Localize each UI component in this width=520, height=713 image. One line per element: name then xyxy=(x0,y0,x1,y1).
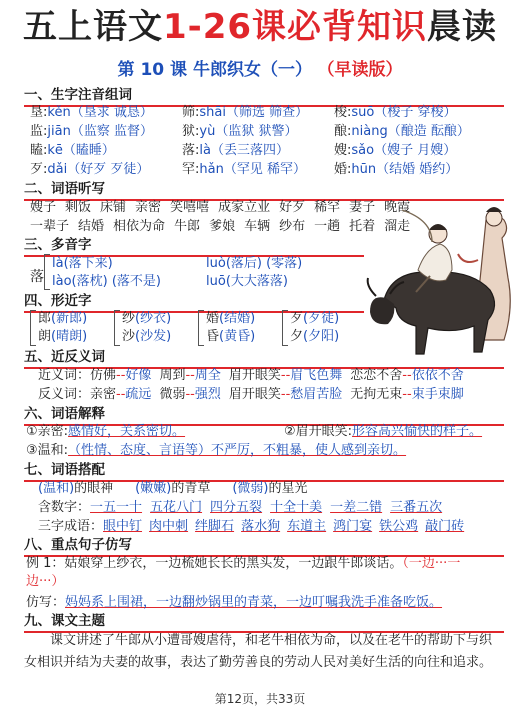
pair-content xyxy=(206,310,255,346)
example-note-cont: 边···） xyxy=(26,574,65,589)
pair-word: (黄昏) xyxy=(219,329,256,344)
collocation-noun: 的青草 xyxy=(171,481,211,496)
idiom: 眼中钉 xyxy=(103,519,143,534)
antonym-pair xyxy=(90,387,151,402)
pinyin-char: 监: xyxy=(30,124,48,139)
vocab-word: 好歹 xyxy=(279,200,306,215)
pinyin-cell xyxy=(30,142,182,160)
pair-line xyxy=(38,310,87,328)
pinyin-cell xyxy=(182,123,334,141)
collocation-item xyxy=(38,481,113,496)
pinyin-cell xyxy=(30,123,182,141)
antonym-b: 束手束脚 xyxy=(411,387,464,402)
theme-paragraph: 课文讲述了牛郎从小遭哥嫂虐待，和老牛相依为命，以及在老牛的帮助下与织女相识并结为夫妻的故事，表达了勤劳善良的劳动人民对美好生活的向往和追求。 xyxy=(24,633,493,670)
title-highlight: 1-26课必背知识 xyxy=(162,7,428,47)
pinyin-reading: hūn xyxy=(351,162,377,177)
synonym-a: 恋恋不舍 xyxy=(350,368,403,383)
pinyin-char: 婚: xyxy=(334,162,352,177)
vocab-word: 剩饭 xyxy=(65,200,92,215)
pinyin-cell xyxy=(30,104,182,122)
synonym-row xyxy=(38,366,472,385)
synonym-pair xyxy=(159,368,220,383)
pinyin-cell xyxy=(30,161,182,179)
idiom: 一五一十 xyxy=(90,500,143,515)
pair-bracket xyxy=(282,310,288,346)
pinyin-char: 嫂: xyxy=(334,143,352,158)
pinyin-cell xyxy=(334,142,494,160)
vocab-word: 爹娘 xyxy=(209,219,236,234)
collocation-adj: (嫩嫩) xyxy=(135,481,172,496)
section-heading-polyphone: 三、多音字 xyxy=(24,236,364,257)
number-idioms-label: 含数字： xyxy=(38,500,91,515)
pair-line xyxy=(290,328,339,346)
imitation-sentence: 仿写：妈妈系上围裙，一边翻炒锅里的青菜，一边叮嘱我洗手准备吃饭。 xyxy=(26,595,443,610)
idiom: 鸿门宴 xyxy=(333,519,373,534)
pinyin-reading: niàng xyxy=(351,124,388,139)
synonym-label: 近义词： xyxy=(38,368,91,383)
synonym-b: 依依不舍 xyxy=(411,368,464,383)
pinyin-reading: jiān xyxy=(47,124,71,139)
pair-word: (结婚) xyxy=(219,311,256,326)
collocation-row xyxy=(38,479,330,498)
section-heading-pinyin: 一、生字注音组词 xyxy=(24,86,504,107)
synonym-a: 仿佛 xyxy=(90,368,117,383)
explain-item-2: ②眉开眼笑:形容高兴愉快的样子。 xyxy=(284,424,483,439)
antonym-a: 眉开眼笑 xyxy=(228,387,281,402)
pair-content xyxy=(122,310,171,346)
vocab-word: 妻子 xyxy=(349,200,376,215)
antonym-label: 反义词： xyxy=(38,387,91,402)
pair-char: 朗 xyxy=(38,329,52,344)
collocation-item xyxy=(232,481,307,496)
pair-char: 歹 xyxy=(290,311,304,326)
antonym-pair xyxy=(350,387,463,402)
section-heading-explanation: 六、词语解释 xyxy=(24,405,504,426)
synonym-pair xyxy=(229,368,342,383)
vocab-word: 纱布 xyxy=(279,219,306,234)
dash: -- xyxy=(402,368,412,383)
idiom: 十全十美 xyxy=(270,500,323,515)
antonym-b: 强烈 xyxy=(194,387,221,402)
pinyin-reading: dǎi xyxy=(47,162,68,177)
pinyin-words: （垦求 诚恳） xyxy=(70,105,153,120)
pair-line xyxy=(290,310,339,328)
idiom: 落水狗 xyxy=(241,519,281,534)
pinyin-words: （结婚 婚约） xyxy=(376,162,459,177)
pinyin-char: 罕: xyxy=(182,162,200,177)
pinyin-row xyxy=(30,161,494,179)
synonym-b: 周全 xyxy=(194,368,221,383)
collocation-adj: (温和) xyxy=(38,481,75,496)
pinyin-reading: kē xyxy=(47,143,63,158)
vocab-word: 嫂子 xyxy=(30,200,57,215)
idiom: 四分五裂 xyxy=(210,500,263,515)
pair-word: (沙发) xyxy=(135,329,172,344)
antonym-a: 微弱 xyxy=(159,387,186,402)
three-idioms-label: 三字成语： xyxy=(38,519,104,534)
herdsman-ox-illustration xyxy=(366,200,516,360)
pinyin-words: （好歹 歹徒） xyxy=(67,162,150,177)
antonym-b: 疏远 xyxy=(125,387,152,402)
pinyin-words: （瞌睡） xyxy=(62,143,115,158)
section-heading-similar-chars: 四、形近字 xyxy=(24,292,364,313)
vocab-word: 托着 xyxy=(349,219,376,234)
idiom: 肉中刺 xyxy=(149,519,189,534)
antonym-row xyxy=(38,385,472,404)
pair-char: 夕 xyxy=(290,329,304,344)
vocab-word: 床铺 xyxy=(100,200,127,215)
pair-word: (晴朗) xyxy=(51,329,88,344)
vocab-word: 一趟 xyxy=(314,219,341,234)
pair-bracket xyxy=(30,310,36,346)
pinyin-cell xyxy=(182,104,334,122)
section-heading-dictation: 二、词语听写 xyxy=(24,180,504,201)
number-idioms-row xyxy=(38,498,450,517)
polyphone-left-2: lào(落枕) (落不是) xyxy=(52,274,161,289)
explain-item-1: ①亲密:感情好，关系密切。 xyxy=(26,424,186,439)
synonym-b: 好像 xyxy=(125,368,152,383)
synonym-b: 眉飞色舞 xyxy=(290,368,343,383)
similar-pair xyxy=(114,310,171,346)
pinyin-reading: kěn xyxy=(47,105,71,120)
pair-word: (纱衣) xyxy=(135,311,172,326)
dash: -- xyxy=(280,387,291,402)
pinyin-words: （嫂子 月嫂） xyxy=(374,143,457,158)
similar-pair xyxy=(198,310,255,346)
pinyin-words: （酿造 酝酿） xyxy=(387,124,470,139)
polyphone-char: 落 xyxy=(30,269,44,285)
pinyin-cell xyxy=(334,123,494,141)
pinyin-char: 筛: xyxy=(182,105,200,120)
synonym-a: 眉开眼笑 xyxy=(228,368,281,383)
polyphone-right-1: luò(落后) (零落) xyxy=(206,256,303,271)
pinyin-reading: yù xyxy=(199,124,216,139)
vocab-word: 一辈子 xyxy=(30,219,70,234)
title-prefix: 五上语文 xyxy=(22,7,163,47)
pair-word: (歹徒) xyxy=(303,311,340,326)
pinyin-words: （罕见 稀罕） xyxy=(223,162,306,177)
pinyin-words: （丢三落四） xyxy=(210,143,289,158)
vocab-word: 稀罕 xyxy=(314,200,341,215)
edition-label: （早读版） xyxy=(325,60,403,80)
pinyin-char: 梭: xyxy=(334,105,352,120)
synonym-a: 周到 xyxy=(159,368,186,383)
similar-pair xyxy=(30,310,87,346)
vocab-word: 溜走 xyxy=(384,219,411,234)
pinyin-reading: là xyxy=(199,143,211,158)
vocab-word: 成家立业 xyxy=(218,200,271,215)
synonym-pair xyxy=(350,368,463,383)
dash: -- xyxy=(185,387,195,402)
idiom: 绊脚石 xyxy=(195,519,235,534)
pinyin-char: 垦: xyxy=(30,105,48,120)
example-sentence: 例 1：姑娘穿上纱衣，一边梳她长长的黑头发，一边跟牛郎谈话。（一边···一 xyxy=(26,556,461,571)
dash: -- xyxy=(116,387,126,402)
pair-char: 昏 xyxy=(206,329,220,344)
antonym-pair xyxy=(229,387,342,402)
antonym-a: 亲密 xyxy=(90,387,117,402)
pair-line xyxy=(206,328,255,346)
antonym-b: 愁眉苦脸 xyxy=(290,387,343,402)
pair-char: 婚 xyxy=(206,311,220,326)
vocab-word: 晚霞 xyxy=(384,200,411,215)
pinyin-row xyxy=(30,123,494,141)
section-heading-imitate: 八、重点句子仿写 xyxy=(24,536,504,557)
similar-pair xyxy=(282,310,339,346)
pair-content xyxy=(38,310,87,346)
vocab-word: 亲密 xyxy=(135,200,162,215)
idiom: 三番五次 xyxy=(390,500,443,515)
lesson-subtitle xyxy=(0,58,520,82)
pair-line xyxy=(122,328,171,346)
dash: -- xyxy=(116,368,126,383)
pinyin-row xyxy=(30,104,494,122)
idiom: 敲门砖 xyxy=(425,519,465,534)
pinyin-words: （筛选 筛查） xyxy=(225,105,309,120)
pair-char: 郎 xyxy=(38,311,52,326)
pair-content xyxy=(290,310,339,346)
idiom: 东道主 xyxy=(287,519,327,534)
section-heading-synonyms: 五、近反义词 xyxy=(24,348,504,369)
vocab-word: 车辆 xyxy=(244,219,271,234)
polyphone-brace xyxy=(44,254,50,290)
idiom: 一差二错 xyxy=(330,500,383,515)
pinyin-char: 歹: xyxy=(30,162,48,177)
pinyin-words: （梭子 穿梭） xyxy=(374,105,457,120)
vocab-row-2 xyxy=(30,217,419,236)
pair-bracket xyxy=(198,310,204,346)
vocab-word: 牛郎 xyxy=(174,219,201,234)
section-heading-collocation: 七、词语搭配 xyxy=(24,461,504,482)
dash: -- xyxy=(402,387,412,402)
pair-char: 纱 xyxy=(122,311,136,326)
pair-line xyxy=(206,310,255,328)
antonym-a: 无拘无束 xyxy=(350,387,403,402)
pinyin-reading: shāi xyxy=(199,105,226,120)
vocab-word: 笑嘻嘻 xyxy=(170,200,210,215)
vocab-word: 相依为命 xyxy=(113,219,166,234)
synonym-pair xyxy=(90,368,151,383)
pinyin-words: （监狱 狱警） xyxy=(215,124,298,139)
title-suffix: 晨读 xyxy=(427,7,498,47)
collocation-noun: 的眼神 xyxy=(74,481,114,496)
pinyin-char: 瞌: xyxy=(30,143,48,158)
section-heading-theme: 九、课文主题 xyxy=(24,612,504,633)
vocab-word: 结婚 xyxy=(78,219,105,234)
pair-line xyxy=(38,328,87,346)
pinyin-char: 酿: xyxy=(334,124,352,139)
pinyin-words: （监察 监督） xyxy=(70,124,153,139)
polyphone-right-2: luō(大大落落) xyxy=(206,274,288,289)
antonym-pair xyxy=(159,387,220,402)
vocab-row-1 xyxy=(30,198,419,217)
lesson-name: 第 10 课 牛郎织女（一） xyxy=(117,60,312,80)
pinyin-reading: sǎo xyxy=(351,143,375,158)
pair-bracket xyxy=(114,310,120,346)
pair-word: (新郎) xyxy=(51,311,88,326)
pair-line xyxy=(122,310,171,328)
pinyin-cell xyxy=(182,142,334,160)
pinyin-cell xyxy=(182,161,334,179)
idiom: 铁公鸡 xyxy=(379,519,419,534)
pinyin-cell xyxy=(334,161,494,179)
page-title xyxy=(0,6,520,48)
polyphone-left-1: là(落下来) xyxy=(52,256,113,271)
pinyin-reading: hǎn xyxy=(199,162,224,177)
pinyin-char: 狱: xyxy=(182,124,200,139)
explain-item-3: ③温和:（性情、态度、言语等）不严厉，不粗暴，使人感到亲切。 xyxy=(26,443,407,458)
idiom: 五花八门 xyxy=(150,500,203,515)
pair-char: 沙 xyxy=(122,329,136,344)
pinyin-char: 落: xyxy=(182,143,200,158)
dash: -- xyxy=(185,368,195,383)
pinyin-row xyxy=(30,142,494,160)
pinyin-reading: suō xyxy=(351,105,375,120)
three-char-idioms-row xyxy=(38,517,471,536)
pinyin-cell xyxy=(334,104,494,122)
page-number: 第12页，共33页 xyxy=(214,692,306,706)
collocation-adj: (微弱) xyxy=(232,481,269,496)
pair-word: (夕阳) xyxy=(303,329,340,344)
collocation-item xyxy=(135,481,210,496)
collocation-noun: 的星光 xyxy=(268,481,308,496)
dash: -- xyxy=(280,368,291,383)
